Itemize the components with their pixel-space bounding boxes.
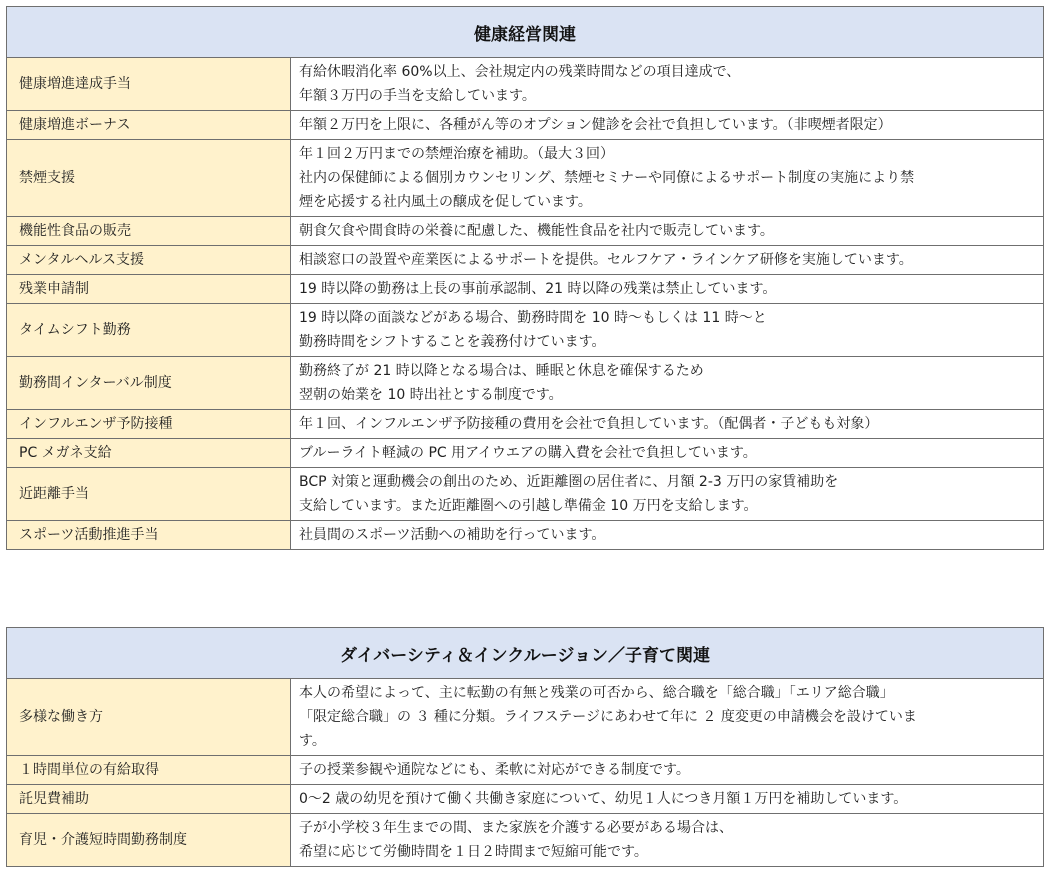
- description-line: 年１回、インフルエンザ予防接種の費用を会社で負担しています。（配偶者・子どもも対象）: [299, 416, 879, 432]
- row-label: 機能性食品の販売: [7, 217, 291, 246]
- row-label: 禁煙支援: [7, 140, 291, 217]
- row-description: [291, 304, 1044, 357]
- table-row: [7, 111, 1043, 140]
- table-row: [7, 246, 1043, 275]
- description-line: 希望に応じて労働時間を１日２時間まで短縮可能です。: [299, 844, 648, 860]
- health-section: [6, 6, 1044, 550]
- table-row: [7, 357, 1043, 410]
- row-description: [291, 140, 1044, 217]
- table-row: [7, 814, 1043, 867]
- row-label: PC メガネ支給: [7, 439, 291, 468]
- row-description: [291, 814, 1044, 867]
- row-description: [291, 217, 1044, 246]
- row-description: [291, 246, 1044, 275]
- diversity-section-title: ダイバーシティ＆インクルージョン／子育て関連: [7, 628, 1043, 679]
- row-description: [291, 58, 1044, 111]
- row-description: [291, 521, 1044, 550]
- table-row: [7, 58, 1043, 111]
- row-label: 近距離手当: [7, 468, 291, 521]
- table-row: [7, 275, 1043, 304]
- description-line: 有給休暇消化率 60%以上、会社規定内の残業時間などの項目達成で、: [299, 64, 741, 80]
- description-line: 社員間のスポーツ活動への補助を行っています。: [299, 527, 606, 543]
- description-line: 翌朝の始業を 10 時出社とする制度です。: [299, 387, 563, 403]
- row-label: 健康増進達成手当: [7, 58, 291, 111]
- row-description: [291, 756, 1044, 785]
- row-description: [291, 679, 1044, 756]
- row-label: １時間単位の有給取得: [7, 756, 291, 785]
- row-description: [291, 785, 1044, 814]
- health-section-title: 健康経営関連: [7, 7, 1043, 58]
- row-description: [291, 275, 1044, 304]
- table-row: [7, 304, 1043, 357]
- description-line: 勤務終了が 21 時以降となる場合は、睡眠と休息を確保するため: [299, 363, 704, 379]
- row-label: 託児費補助: [7, 785, 291, 814]
- row-label: 育児・介護短時間勤務制度: [7, 814, 291, 867]
- description-line: BCP 対策と運動機会の創出のため、近距離圏の居住者に、月額 2-3 万円の家賃補助を: [299, 474, 839, 490]
- table-row: [7, 439, 1043, 468]
- table-row: [7, 140, 1043, 217]
- row-label: 勤務間インターバル制度: [7, 357, 291, 410]
- row-description: [291, 357, 1044, 410]
- table-row: [7, 756, 1043, 785]
- description-line: 朝食欠食や間食時の栄養に配慮した、機能性食品を社内で販売しています。: [299, 223, 774, 239]
- row-description: [291, 111, 1044, 140]
- description-line: 相談窓口の設置や産業医によるサポートを提供。セルフケア・ラインケア研修を実施しています。: [299, 252, 913, 268]
- description-line: 「限定総合職」の ３ 種に分類。ライフステージにあわせて年に ２ 度変更の申請機会を設けていま: [299, 709, 917, 725]
- description-line: ブルーライト軽減の PC 用アイウエアの購入費を会社で負担しています。: [299, 445, 757, 461]
- description-line: 年額３万円の手当を支給しています。: [299, 88, 536, 104]
- description-line: 社内の保健師による個別カウンセリング、禁煙セミナーや同僚によるサポート制度の実施により禁: [299, 170, 915, 186]
- description-line: 19 時以降の面談などがある場合、勤務時間を 10 時～もしくは 11 時～と: [299, 310, 767, 326]
- description-line: 支給しています。また近距離圏への引越し準備金 10 万円を支給します。: [299, 498, 758, 514]
- description-line: 子が小学校３年生までの間、また家族を介護する必要がある場合は、: [299, 820, 733, 836]
- row-description: [291, 439, 1044, 468]
- diversity-table: [7, 679, 1043, 866]
- description-line: 19 時以降の勤務は上長の事前承認制、21 時以降の残業は禁止しています。: [299, 281, 777, 297]
- description-line: す。: [299, 733, 326, 749]
- description-line: 年額２万円を上限に、各種がん等のオプション健診を会社で負担しています。（非喫煙者限定）: [299, 117, 892, 133]
- table-row: [7, 468, 1043, 521]
- row-label: タイムシフト勤務: [7, 304, 291, 357]
- table-row: [7, 679, 1043, 756]
- table-row: [7, 217, 1043, 246]
- row-label: インフルエンザ予防接種: [7, 410, 291, 439]
- row-label: メンタルヘルス支援: [7, 246, 291, 275]
- description-line: 本人の希望によって、主に転勤の有無と残業の可否から、総合職を「総合職」「エリア総合職」: [299, 685, 894, 701]
- table-row: [7, 521, 1043, 550]
- description-line: 勤務時間をシフトすることを義務付けています。: [299, 334, 606, 350]
- row-description: [291, 468, 1044, 521]
- row-description: [291, 410, 1044, 439]
- description-line: 煙を応援する社内風土の醸成を促しています。: [299, 194, 592, 210]
- description-line: 年１回２万円までの禁煙治療を補助。（最大３回）: [299, 146, 614, 162]
- row-label: スポーツ活動推進手当: [7, 521, 291, 550]
- row-label: 健康増進ボーナス: [7, 111, 291, 140]
- table-row: [7, 410, 1043, 439]
- description-line: 0～2 歳の幼児を預けて働く共働き家庭について、幼児１人につき月額１万円を補助しています。: [299, 791, 908, 807]
- row-label: 残業申請制: [7, 275, 291, 304]
- health-table: [7, 58, 1043, 549]
- row-label: 多様な働き方: [7, 679, 291, 756]
- table-row: [7, 785, 1043, 814]
- description-line: 子の授業参観や通院などにも、柔軟に対応ができる制度です。: [299, 762, 690, 778]
- diversity-section: [6, 627, 1044, 867]
